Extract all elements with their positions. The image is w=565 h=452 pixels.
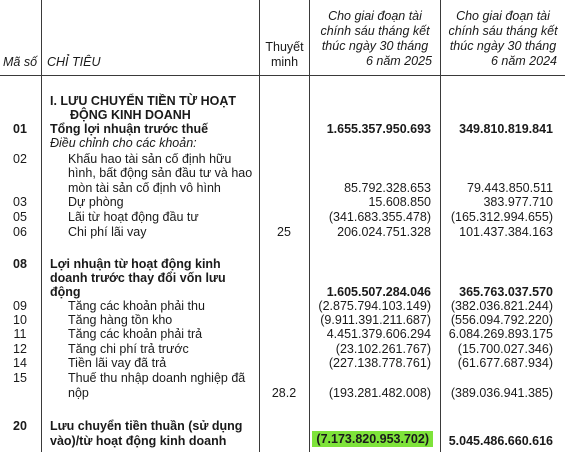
row-code: 20	[13, 419, 27, 433]
row-label: Lãi từ hoạt động đầu tư	[68, 210, 199, 224]
row-note: 28.2	[271, 386, 297, 400]
row-value-2025: 15.608.850	[368, 195, 431, 209]
header-note-line2: minh	[270, 55, 299, 69]
row-label: Tăng các khoản phải thu	[68, 299, 205, 313]
row-code: 15	[13, 371, 27, 385]
header-col-2024-line: thúc ngày 30 tháng	[449, 39, 557, 53]
row-code: 12	[13, 342, 27, 356]
header-col-2024-line: chính sáu tháng kết	[448, 24, 558, 38]
header-code: Mã số	[3, 55, 38, 69]
header-col-2024-line: 6 năm 2024	[490, 54, 557, 68]
row-code: 09	[13, 299, 27, 313]
row-value-2024: (61.677.687.934)	[457, 356, 553, 370]
row-label: Dự phòng	[68, 195, 124, 209]
row-value-2024: 101.437.384.163	[459, 225, 553, 239]
row-value-2024: 6.084.269.893.175	[448, 327, 553, 341]
row-value-2024: (389.036.941.385)	[450, 386, 553, 400]
row-value-2024: (165.312.994.655)	[450, 210, 553, 224]
row-value-2025: 206.024.751.328	[337, 225, 431, 239]
row-code: 01	[13, 122, 27, 136]
row-label: Chi phí lãi vay	[68, 225, 147, 239]
row-label: Thuế thu nhập doanh nghiệp đã	[68, 371, 246, 385]
row-label: Lợi nhuận từ hoạt động kinh	[50, 257, 221, 271]
row-value-2025: 85.792.328.653	[344, 181, 431, 195]
row-value-2024: (556.094.792.220)	[450, 313, 553, 327]
row-code: 14	[13, 356, 27, 370]
header-note-line1: Thuyết	[265, 40, 304, 54]
row-label: động	[50, 285, 81, 299]
row-label: hình, bất động sản đầu tư và hao	[68, 166, 253, 180]
row-value-2025: (227.138.778.761)	[328, 356, 431, 370]
row-code: 05	[13, 210, 27, 224]
row-label: vào)/từ hoạt động kinh doanh	[50, 434, 227, 448]
row-label: Tăng hàng tồn kho	[68, 313, 173, 327]
header-col-2025-line: 6 năm 2025	[365, 54, 432, 68]
row-label: Khấu hao tài sản cố định hữu	[68, 152, 232, 166]
header-col-2025	[310, 9, 440, 69]
row-code: 03	[13, 195, 27, 209]
row-value-2025: 4.451.379.606.294	[326, 327, 431, 341]
header-col-2024-line: Cho giai đoạn tài	[456, 9, 550, 23]
section-title-line1: I. LƯU CHUYỂN TIỀN TỪ HOẠT	[50, 94, 237, 108]
row-value-2024: 79.443.850.511	[467, 181, 553, 195]
col-divider-1	[41, 0, 42, 452]
row-value-2024: 5.045.486.660.616	[448, 434, 553, 448]
row-label: Tăng các khoản phải trả	[68, 327, 203, 341]
row-label: nộp	[68, 386, 89, 400]
section-title-line2: ĐỘNG KINH DOANH	[70, 108, 191, 122]
row-code: 10	[13, 313, 27, 327]
row-value-2024: 349.810.819.841	[459, 122, 553, 136]
row-code: 06	[13, 225, 27, 239]
row-label: Điều chỉnh cho các khoản:	[50, 136, 197, 150]
row-value-2025: (193.281.482.008)	[328, 386, 431, 400]
header-col-2024	[441, 9, 565, 69]
row-label: doanh trước thay đổi vốn lưu	[50, 271, 226, 285]
header-col-2025-line: thúc ngày 30 tháng	[321, 39, 429, 53]
row-value-2024: 383.977.710	[483, 195, 553, 209]
row-value-2024: (382.036.821.244)	[450, 299, 553, 313]
row-value-2025: (341.683.355.478)	[328, 210, 431, 224]
row-label: Tổng lợi nhuận trước thuế	[50, 122, 209, 136]
row-value-2025: 1.605.507.284.046	[326, 285, 431, 299]
row-code: 08	[13, 257, 27, 271]
highlighted-value: (7.173.820.953.702)	[312, 431, 433, 447]
row-label: Tăng chi phí trả trước	[68, 342, 189, 356]
row-value-2024: (15.700.027.346)	[457, 342, 553, 356]
row-code: 11	[13, 327, 27, 341]
row-label: Tiền lãi vay đã trả	[68, 356, 167, 370]
header-item: CHỈ TIÊU	[47, 55, 101, 69]
row-label: Lưu chuyển tiền thuần (sử dụng	[50, 419, 243, 433]
row-value-2025: (23.102.261.767)	[335, 342, 431, 356]
row-value-2025: (9.911.391.211.687)	[320, 313, 431, 327]
row-value-2025: (2.875.794.103.149)	[318, 299, 431, 313]
header-col-2025-line: Cho giai đoạn tài	[328, 9, 422, 23]
header-col-2025-line: chính sáu tháng kết	[320, 24, 430, 38]
row-value-2025: 1.655.357.950.693	[326, 122, 431, 136]
row-value-2025-highlight	[312, 432, 433, 446]
row-value-2024: 365.763.037.570	[459, 285, 553, 299]
row-code: 02	[13, 152, 27, 166]
header-divider	[0, 75, 565, 76]
row-label: mòn tài sản cố định vô hình	[68, 181, 221, 195]
row-note: 25	[277, 225, 291, 239]
header-note	[260, 40, 309, 70]
